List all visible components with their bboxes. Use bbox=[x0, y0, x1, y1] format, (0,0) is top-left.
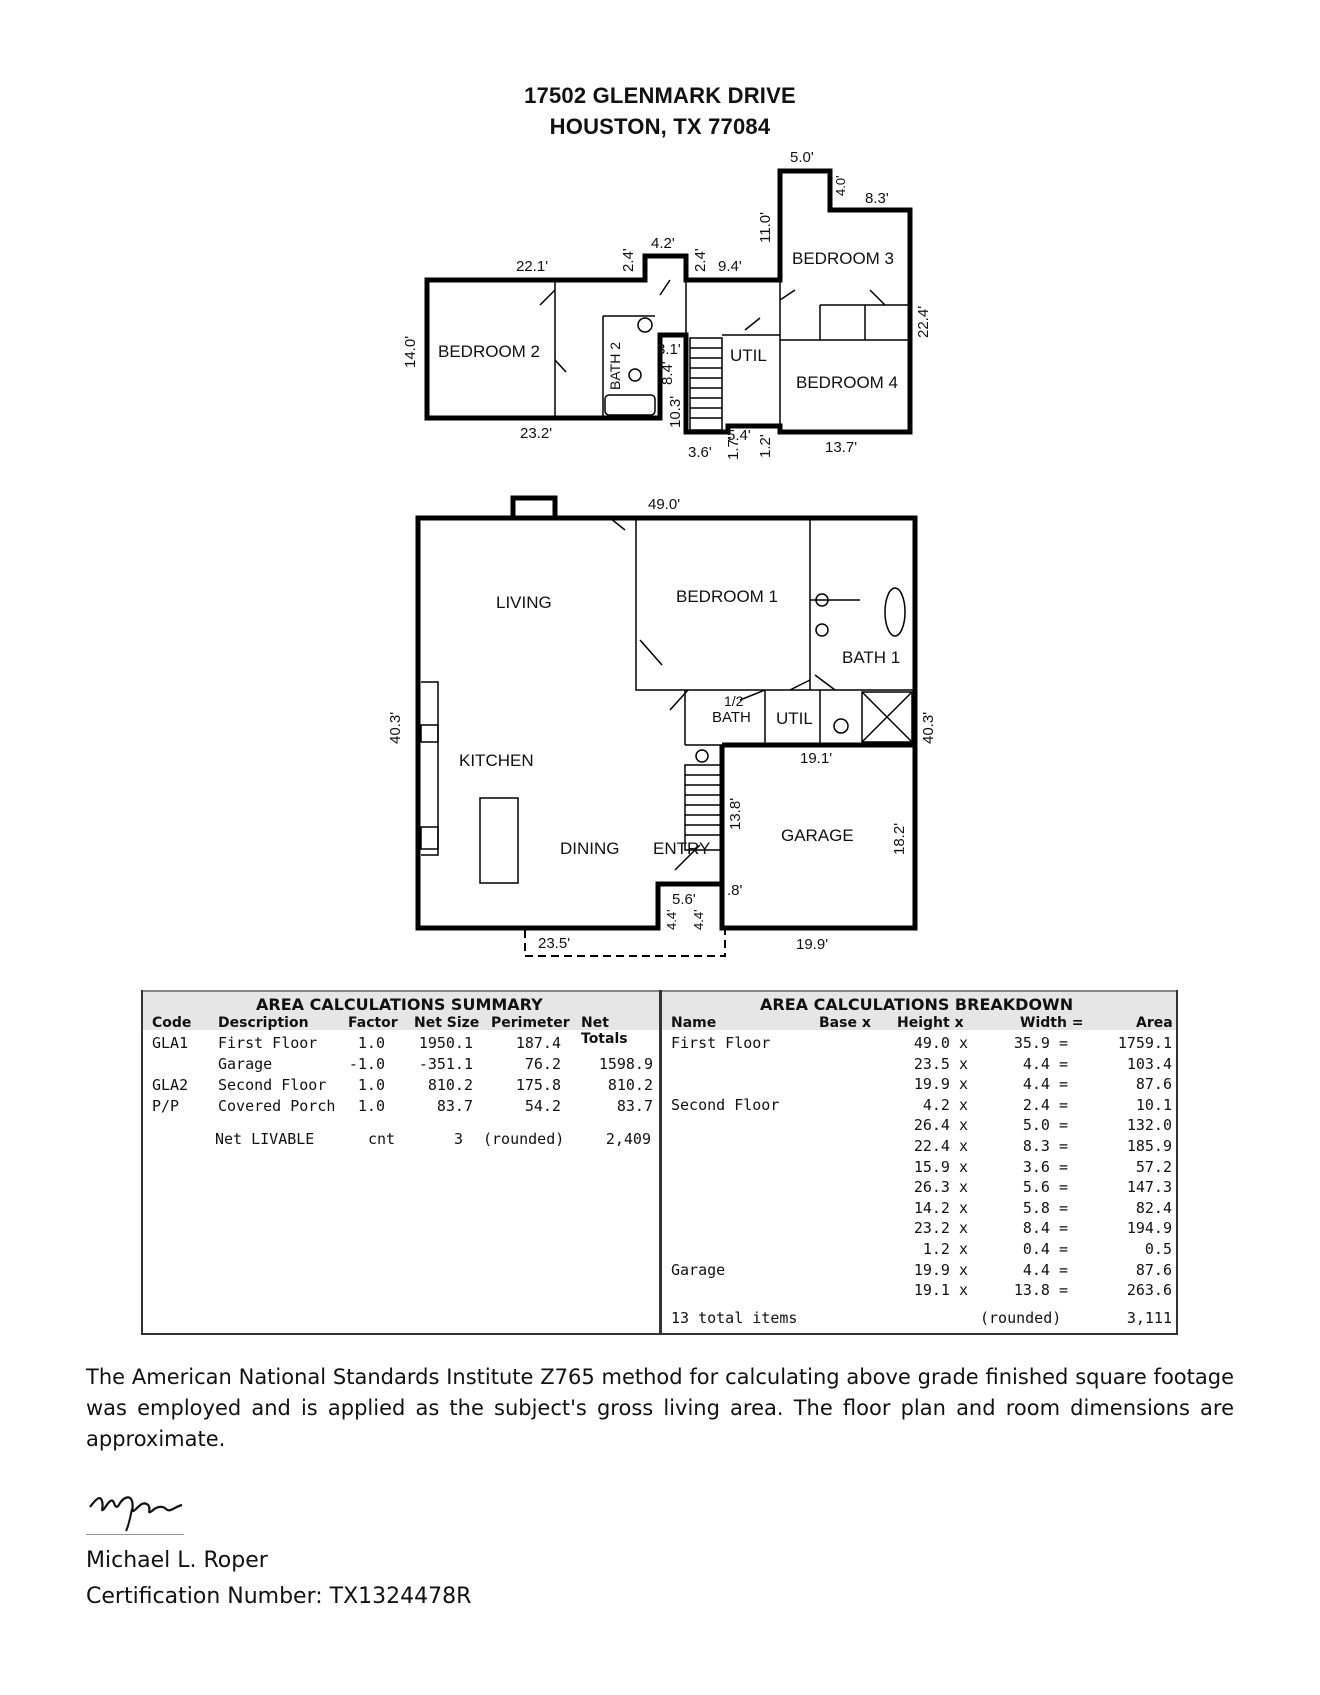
util-toilet bbox=[834, 719, 848, 733]
dim-3-1: 3.1' bbox=[657, 341, 681, 358]
first-floor-outline bbox=[418, 518, 915, 928]
room-bath-2: BATH 2 bbox=[607, 342, 623, 390]
dim-1-2: 1.2' bbox=[757, 434, 774, 458]
dim-4-0: 4.0' bbox=[833, 175, 848, 196]
address-line-1: 17502 GLENMARK DRIVE bbox=[524, 83, 796, 108]
bath2-sink bbox=[638, 318, 652, 332]
breakdown-col-name: Name bbox=[671, 1015, 717, 1031]
dim-4-4-b: 4.4' bbox=[691, 909, 706, 930]
dim-40-3-left: 40.3' bbox=[387, 711, 404, 744]
dim-5-0: 5.0' bbox=[790, 149, 814, 166]
area-breakdown-table: AREA CALCULATIONS BREAKDOWN Name Base x Height x Width = Area First Floor 49.0 x 35.9 = 1759.1 23.5 x 4.4 = 103.4 19.9 x 4.4 = 87.6 Second Floor 4.2 x 2.4 = 10.1 26.4 x 5.0 = 132.0 22.4 x 8.3 = 185.9 15.9 x 3.6 = 57.2 26.3 x 5.6 = 147.3 14.2 x 5.8 = 82.4 23.2 x 8.4 = 194.9 1.2 x 0.4 = 0.5 Garage 19.9 x 4.4 = 87.6 19.1 x 13.8 = 263.6 13 total items (rounded) 3,111 bbox=[671, 995, 1173, 1327]
breakdown-col-area: Area bbox=[1136, 1015, 1173, 1031]
room-entry: ENTRY bbox=[653, 839, 711, 858]
dim-5-4: 5.4' bbox=[727, 427, 751, 444]
summary-title: AREA CALCULATIONS SUMMARY bbox=[256, 995, 543, 1014]
certification-number: Certification Number: TX1324478R bbox=[86, 1584, 472, 1609]
dim-9-4: 9.4' bbox=[718, 258, 742, 275]
address-line-2: HOUSTON, TX 77084 bbox=[549, 114, 771, 139]
room-bedroom-3: BEDROOM 3 bbox=[792, 249, 895, 268]
dim-1-7: 1.7' bbox=[725, 436, 742, 460]
summary-col-factor: Factor bbox=[348, 1015, 398, 1031]
dim-4-4-a: 4.4' bbox=[664, 909, 679, 930]
breakdown-title: AREA CALCULATIONS BREAKDOWN bbox=[760, 995, 1074, 1014]
summary-col-net-size: Net Size bbox=[414, 1015, 480, 1031]
summary-col-net-totals: Net Totals bbox=[581, 1015, 628, 1047]
room-kitchen: KITCHEN bbox=[459, 751, 534, 770]
signer-name: Michael L. Roper bbox=[86, 1548, 268, 1573]
kitchen-range bbox=[421, 827, 438, 849]
room-living: LIVING bbox=[496, 593, 552, 612]
kitchen-island bbox=[480, 798, 518, 883]
dim-4-2: 4.2' bbox=[651, 235, 675, 252]
dim-11-0: 11.0' bbox=[757, 212, 774, 243]
room-dining: DINING bbox=[560, 839, 620, 858]
dim-8-3: 8.3' bbox=[865, 190, 889, 207]
dim-10-3: 10.3' bbox=[667, 395, 684, 428]
dim-13-8: 13.8' bbox=[727, 797, 744, 830]
dim-22-1: 22.1' bbox=[516, 258, 549, 275]
dim-23-5: 23.5' bbox=[538, 935, 571, 952]
room-half-bath: BATH bbox=[712, 709, 751, 726]
first-floor-stairs bbox=[685, 765, 722, 850]
dim-0-8: .8' bbox=[727, 882, 743, 899]
second-floor-stairs bbox=[690, 338, 722, 430]
entry-toilet bbox=[696, 750, 708, 762]
dim-8-4: 8.4' bbox=[659, 361, 676, 385]
area-summary-table: AREA CALCULATIONS SUMMARY Code Description Factor Net Size Perimeter Net Totals GLA1 First Floor 1.0 1950.1 187.4 Garage -1.0 -351.1 76.2 1598.9 GLA2 Second Floor 1.0 810.2 175.8 810.2 P/P Covered Porch 1.0 83.7 54.2 83.7 Net LIVABLE cnt 3 (rounded) 2,409 bbox=[143, 992, 659, 1332]
second-floor-plan bbox=[402, 149, 932, 461]
room-bath-1: BATH 1 bbox=[842, 648, 901, 667]
breakdown-col-width: Width = bbox=[1020, 1015, 1084, 1031]
dim-49-0: 49.0' bbox=[648, 496, 681, 513]
bath2-toilet bbox=[629, 369, 641, 381]
first-floor-plan bbox=[387, 496, 937, 956]
dim-40-3-right: 40.3' bbox=[920, 711, 937, 744]
summary-col-code: Code bbox=[152, 1015, 192, 1031]
signature-line bbox=[86, 1534, 184, 1535]
dim-5-6: 5.6' bbox=[672, 891, 696, 908]
room-util-lower: UTIL bbox=[776, 709, 813, 728]
bath2-tub bbox=[605, 395, 655, 415]
bath1-tub bbox=[885, 588, 905, 636]
summary-col-description: Description bbox=[218, 1015, 309, 1031]
fireplace bbox=[513, 498, 555, 518]
breakdown-col-base: Base x bbox=[819, 1015, 871, 1031]
kitchen-counter bbox=[421, 682, 438, 855]
room-garage: GARAGE bbox=[781, 826, 854, 845]
dim-19-1: 19.1' bbox=[800, 750, 833, 767]
room-bedroom-2: BEDROOM 2 bbox=[438, 342, 541, 361]
room-half-bath-fraction: 1/2 bbox=[724, 693, 744, 709]
room-bedroom-1: BEDROOM 1 bbox=[676, 587, 779, 606]
dim-2-4-left: 2.4' bbox=[620, 248, 637, 272]
signature-image bbox=[86, 1485, 206, 1535]
room-bedroom-4: BEDROOM 4 bbox=[796, 373, 899, 392]
bath1-sink-2 bbox=[816, 624, 828, 636]
ansi-disclaimer: The American National Standards Institute Z765 method for calculating above grade finished square footage was employed and is applied as the subject's gross living area. The floor plan and room dimensions are approximate. bbox=[86, 1365, 1234, 1451]
dim-2-4-right: 2.4' bbox=[692, 248, 709, 272]
room-util-upper: UTIL bbox=[730, 346, 767, 365]
dim-14-0: 14.0' bbox=[402, 335, 419, 368]
dim-22-4: 22.4' bbox=[915, 305, 932, 338]
dim-18-2: 18.2' bbox=[891, 822, 908, 855]
kitchen-sink bbox=[421, 725, 438, 742]
summary-col-perimeter: Perimeter bbox=[491, 1015, 570, 1031]
breakdown-col-height: Height x bbox=[897, 1015, 964, 1031]
dim-23-2: 23.2' bbox=[520, 425, 553, 442]
dim-19-9: 19.9' bbox=[796, 936, 829, 953]
second-floor-outline bbox=[427, 171, 910, 432]
dim-3-6: 3.6' bbox=[688, 444, 712, 461]
dim-13-7: 13.7' bbox=[825, 439, 858, 456]
